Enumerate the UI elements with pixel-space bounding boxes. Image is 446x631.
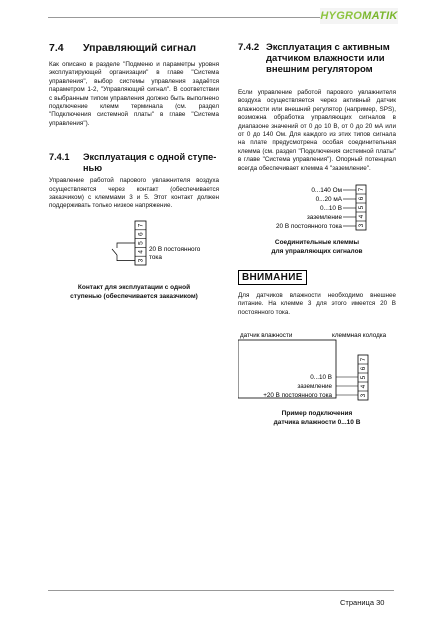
terminal-6-label: 6 <box>137 232 145 236</box>
caption-line1: Пример подключения <box>281 410 353 418</box>
terminal-5-label: 5 <box>137 241 145 245</box>
terminal-labels <box>276 187 343 230</box>
section-7-4-2-heading <box>238 42 396 75</box>
terminal-3-label: 3 <box>137 258 145 263</box>
caption-line1: Соединительные клеммы <box>274 239 360 247</box>
row-10v: 0...10 В <box>310 374 332 382</box>
label-10-v: 0...10 В <box>319 205 342 213</box>
terminal-diagram-caption <box>238 238 396 256</box>
terminal-5-label: 5 <box>358 205 365 210</box>
subsection-title-line2: нью <box>83 163 103 174</box>
sensor-diagram-caption <box>238 409 396 427</box>
section-title: Управляющий сигнал <box>83 42 197 54</box>
single-step-contact-diagram <box>49 215 219 275</box>
terminal-6-label: 6 <box>358 196 365 201</box>
terminal-7-label: 7 <box>360 357 367 362</box>
terminal-strip <box>358 355 368 400</box>
terminal-7-label: 7 <box>358 187 365 192</box>
left-column <box>49 42 219 301</box>
row-20v: +20 В постоянного тока <box>263 392 332 400</box>
terminal-3-label: 3 <box>360 393 367 398</box>
notice-title: ВНИМАНИЕ <box>238 270 307 285</box>
sensor-wires <box>336 377 358 395</box>
caption-line1: Контакт для эксплуатации с одной <box>77 283 191 291</box>
terminal-7-label: 7 <box>137 223 145 228</box>
contact-switch <box>112 243 135 261</box>
caption-line2: датчика влажности 0...10 В <box>273 419 361 427</box>
voltage-label-line1: 20 В постоянного <box>149 245 201 253</box>
contact-diagram-caption <box>49 283 219 301</box>
terminal-4-label: 4 <box>360 384 367 389</box>
caption-line2: для управляющих сигналов <box>271 248 363 256</box>
subsection-title-line1: Эксплуатация с одной ступе- <box>83 152 217 163</box>
terminal-strip <box>356 185 366 230</box>
sensor-label: датчик влажности <box>240 332 293 340</box>
label-20v-dc: 20 В постоянного тока <box>275 223 342 231</box>
subsection-number: 7.4.1 <box>49 152 70 163</box>
terminal-strip <box>135 221 146 265</box>
section-number: 7.4 <box>49 42 64 54</box>
label-20-ma: 0...20 мА <box>315 196 342 204</box>
footer-rule <box>48 590 394 591</box>
section-7-4-2-paragraph: Если управление работой парового увлажнителя воздуха осуществляется через активный датчик влажности или внешний регулятор (например, SPS), возможна обработка управляющих сигналов в диапазоне значений от 0 до 10 В, от 0 до 20 мА или от 0 до 140 Ом. Для каждого из этих типов сигнала на плате предусмотрена особая соединительная клемма (см. раздел "Подключения системной платы" в главе "Система управления"). Опорный потенциал всегда обеспечивает клемма 4 "заземление". <box>238 89 396 172</box>
terminal-lines <box>343 190 356 226</box>
right-column <box>238 42 396 427</box>
subsection-7-4-1-paragraph: Управление работой парового увлажнителя воздуха осуществляется через контакт (обеспечивается заказчиком) с клеммами 3 и 5. Этот контакт должен поддерживать только низкое напряжение. <box>49 177 219 210</box>
terminal-4-label: 4 <box>358 214 365 219</box>
terminal-block-label: клеммная колодка <box>332 332 387 340</box>
terminal-6-label: 6 <box>360 366 367 371</box>
section-number: 7.4.2 <box>238 42 260 53</box>
control-terminal-diagram <box>238 179 396 235</box>
terminal-3-label: 3 <box>358 223 365 228</box>
section-title-line2: датчиком влажности или <box>266 53 385 64</box>
section-7-4-heading <box>49 42 219 55</box>
logo-text-left: HYGRO <box>320 10 363 22</box>
label-ground: заземление <box>306 214 342 222</box>
page-number: Страница 30 <box>340 598 385 607</box>
brand-logo <box>320 8 398 24</box>
row-ground: заземление <box>297 383 332 391</box>
section-title-line3: внешним регулятором <box>266 64 373 75</box>
section-7-4-paragraph: Как описано в разделе "Подменю и параметры уровня эксплуатирующей организации" в главе "Система управления", выбор системы управления задаётся параметром 1-2, "Управляющий сигнал". В соответствии с выбранным типом управления должно быть выполнено подключение клемм терминала (см. раздел "Подключения системной платы" в главе "Система управления"). <box>49 61 219 127</box>
subsection-7-4-1-heading <box>49 152 219 174</box>
voltage-label-line2: тока <box>149 253 162 261</box>
terminal-5-label: 5 <box>360 375 367 380</box>
sensor-connection-diagram <box>238 329 396 401</box>
label-140-ohm: 0...140 Ом <box>311 187 342 195</box>
section-title-line1: Эксплуатация с активным <box>266 42 390 53</box>
notice-paragraph: Для датчиков влажности необходимо внешнее питание. На клемме 3 для этого имеется 20 В постоянного тока. <box>238 292 396 316</box>
logo-text-right: MATIK <box>362 10 398 22</box>
terminal-4-label: 4 <box>137 249 145 254</box>
caption-line2: ступенью (обеспечивается заказчиком) <box>70 292 198 300</box>
